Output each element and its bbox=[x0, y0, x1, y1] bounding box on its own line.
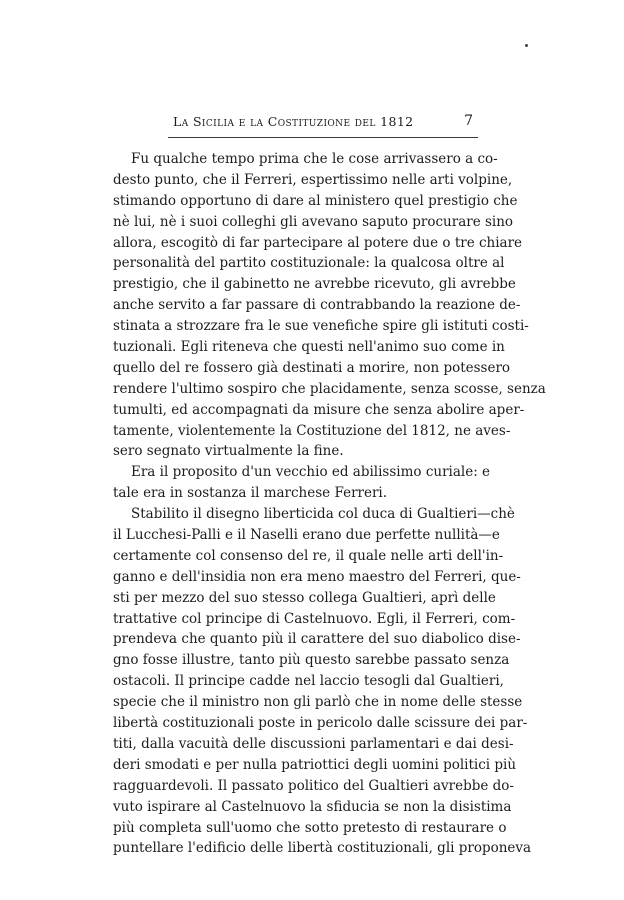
body-text bbox=[113, 149, 546, 859]
ink-speck bbox=[525, 44, 528, 47]
text-line: tale era in sostanza il marchese Ferreri. bbox=[113, 485, 388, 502]
text-line: sti per mezzo del suo stesso collega Gualtieri, aprì delle bbox=[113, 589, 496, 606]
text-line: trattative col principe di Castelnuovo. Egli, il Ferreri, com- bbox=[113, 610, 516, 627]
text-line: libertà costituzionali poste in pericolo dalle scissure dei par- bbox=[113, 715, 528, 732]
text-line: stimando opportuno di dare al ministero quel prestigio che bbox=[113, 192, 518, 209]
page-number: 7 bbox=[464, 113, 473, 129]
text-line: quello del re fossero già destinati a morire, non potessero bbox=[113, 359, 511, 376]
text-line: il Lucchesi-Palli e il Naselli erano due perfette nullità—e bbox=[113, 527, 500, 544]
text-line: tamente, violentemente la Costituzione del 1812, ne aves- bbox=[113, 422, 511, 439]
paragraph bbox=[113, 149, 546, 462]
text-line: ragguardevoli. Il passato politico del Gualtieri avrebbe do- bbox=[113, 777, 514, 794]
text-line: ganno e dell'insidia non era meno maestro del Ferreri, que- bbox=[113, 568, 521, 585]
paragraph bbox=[113, 462, 491, 504]
text-line: nè lui, nè i suoi colleghi gli avevano saputo procurare sino bbox=[113, 213, 514, 230]
text-line: tuzionali. Egli riteneva che questi nell'animo suo come in bbox=[113, 339, 505, 356]
running-head bbox=[173, 114, 473, 136]
text-line: prendeva che quanto più il carattere del suo diabolico dise- bbox=[113, 631, 521, 648]
text-line: vuto ispirare al Castelnuovo la sfiducia se non la disistima bbox=[113, 798, 512, 815]
text-line: puntellare l'edificio delle libertà costituzionali, gli proponeva bbox=[113, 840, 532, 857]
text-line: Era il proposito d'un vecchio ed abilissimo curiale: e bbox=[131, 464, 491, 481]
text-line: titi, dalla vacuità delle discussioni parlamentari e dai desi- bbox=[113, 735, 514, 752]
text-line: allora, escogitò di far partecipare al potere due o tre chiare bbox=[113, 234, 523, 251]
text-line: Stabilito il disegno liberticida col duca di Gualtieri—chè bbox=[131, 506, 515, 523]
text-line: più completa sull'uomo che sotto pretesto di restaurare o bbox=[113, 819, 507, 836]
text-line: anche servito a far passare di contrabbando la reazione de- bbox=[113, 297, 521, 314]
text-line: deri smodati e per nulla patriottici degli uomini politici più bbox=[113, 756, 517, 773]
text-line: sero segnato virtualmente la fine. bbox=[113, 443, 344, 460]
paragraph bbox=[113, 504, 532, 859]
text-line: personalità del partito costituzionale: la qualcosa oltre al bbox=[113, 255, 505, 272]
text-line: specie che il ministro non gli parlò che in nome delle stesse bbox=[113, 694, 523, 711]
text-line: tumulti, ed accompagnati da misure che senza abolire aper- bbox=[113, 401, 525, 418]
text-line: gno fosse illustre, tanto più questo sarebbe passato senza bbox=[113, 652, 510, 669]
text-line: stinata a strozzare fra le sue venefiche spire gli istituti costi- bbox=[113, 318, 529, 335]
text-line: rendere l'ultimo sospiro che placidamente, senza scosse, senza bbox=[113, 380, 546, 397]
text-line: ostacoli. Il principe cadde nel laccio tesogli dal Gualtieri, bbox=[113, 673, 504, 690]
header-rule bbox=[168, 137, 478, 138]
running-title: La Sicilia e la Costituzione del 1812 bbox=[173, 114, 414, 129]
text-line: Fu qualche tempo prima che le cose arrivassero a co- bbox=[131, 151, 498, 167]
text-line: prestigio, che il gabinetto ne avrebbe ricevuto, gli avrebbe bbox=[113, 276, 516, 293]
text-line: certamente col consenso del re, il quale nelle arti dell'in- bbox=[113, 547, 504, 564]
text-line: desto punto, che il Ferreri, espertissimo nelle arti volpine, bbox=[113, 171, 513, 188]
